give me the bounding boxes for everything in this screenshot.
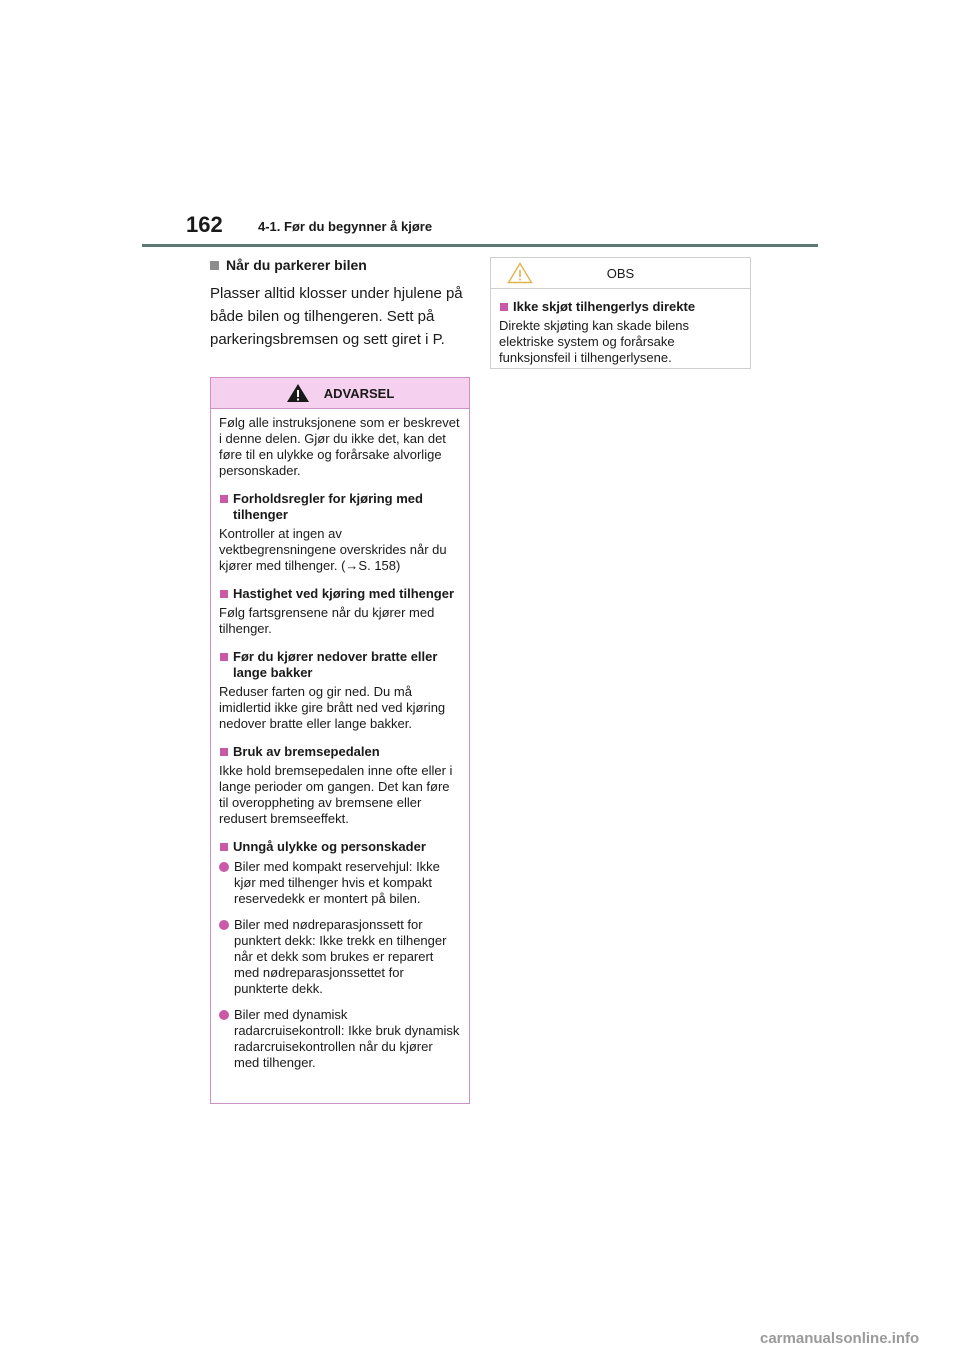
list-item <box>219 1007 461 1071</box>
circle-bullet-icon <box>219 920 229 930</box>
warning-subheading <box>219 839 461 855</box>
section-heading-text: Når du parkerer bilen <box>226 257 367 273</box>
warning-subheading-text: Unngå ulykke og personskader <box>233 839 426 854</box>
square-bullet-icon <box>500 303 508 311</box>
watermark: carmanualsonline.info <box>760 1330 920 1347</box>
section-body: Plasser alltid klosser under hjulene på både bilen og tilhengeren. Sett på parkeringsbremsen og sett giret i P. <box>210 285 463 348</box>
warning-subheading <box>219 586 461 602</box>
square-bullet-icon <box>220 653 228 661</box>
list-item <box>219 917 461 997</box>
square-bullet-icon <box>220 748 228 756</box>
warning-section-text: Ikke hold bremsepedalen inne ofte eller i lange perioder om gangen. Det kan føre til overoppheting av bremsene eller redusert bremseeffekt. <box>219 763 453 826</box>
circle-bullet-icon <box>219 1010 229 1020</box>
list-item-text: Biler med kompakt reservehjul: Ikke kjør med tilhenger hvis et kompakt reservedekk er montert på bilen. <box>234 859 440 906</box>
warning-subheading-text: Bruk av bremsepedalen <box>233 744 380 759</box>
square-bullet-icon <box>210 261 219 270</box>
notice-subheading <box>499 299 742 315</box>
square-bullet-icon <box>220 590 228 598</box>
warning-intro: Følg alle instruksjonene som er beskrevet i denne delen. Gjør du ikke det, kan det føre til en ulykke og forårsake alvorlige personskader. <box>219 415 460 478</box>
notice-title: OBS <box>606 265 635 281</box>
parking-section <box>210 256 470 351</box>
warning-subheading <box>219 744 461 760</box>
caution-triangle-icon <box>507 262 533 284</box>
header-rule <box>142 244 818 247</box>
warning-section-text: Følg fartsgrensene når du kjører med tilhenger. <box>219 605 435 636</box>
warning-title: ADVARSEL <box>323 385 395 401</box>
circle-bullet-icon <box>219 862 229 872</box>
warning-subheading-text: Før du kjører nedover bratte eller lange bakker <box>233 649 438 680</box>
square-bullet-icon <box>220 843 228 851</box>
section-heading <box>210 256 470 274</box>
warning-section-text: Reduser farten og gir ned. Du må imidlertid ikke gire brått ned ved kjøring nedover bratte eller lange bakker. <box>219 684 446 731</box>
chapter-title: 4-1. Før du begynner å kjøre <box>258 219 433 234</box>
notice-header <box>491 258 750 289</box>
warning-content <box>211 409 469 1071</box>
notice-subheading-text: Ikke skjøt tilhengerlys direkte <box>513 299 696 314</box>
notice-box <box>490 257 751 369</box>
page-number: 162 <box>186 212 223 237</box>
list-item-text: Biler med nødreparasjonssett for punktert dekk: Ikke trekk en tilhenger når et dekk som brukes er reparert med nødreparasjonssettet for punkterte dekk. <box>234 917 447 996</box>
warning-section-text: Kontroller at ingen av vektbegrensningene overskrides når du kjører med tilhenger. (→S. 158) <box>219 526 447 573</box>
warning-subheading-text: Forholdsregler for kjøring med tilhenger <box>233 491 423 522</box>
warning-subheading <box>219 649 461 681</box>
list-item-text: Biler med dynamisk radarcruisekontroll: Ikke bruk dynamisk radarcruisekontrollen når du kjører med tilhenger. <box>234 1007 460 1070</box>
square-bullet-icon <box>220 495 228 503</box>
warning-subheading <box>219 491 461 523</box>
list-item <box>219 859 461 907</box>
warning-header <box>211 378 469 409</box>
warning-box <box>210 377 470 1104</box>
notice-content <box>491 289 750 366</box>
notice-text: Direkte skjøting kan skade bilens elektriske system og forårsake funksjonsfeil i tilhengerlysene. <box>499 318 690 365</box>
warning-subheading-text: Hastighet ved kjøring med tilhenger <box>233 586 455 601</box>
warning-triangle-icon <box>286 383 310 403</box>
